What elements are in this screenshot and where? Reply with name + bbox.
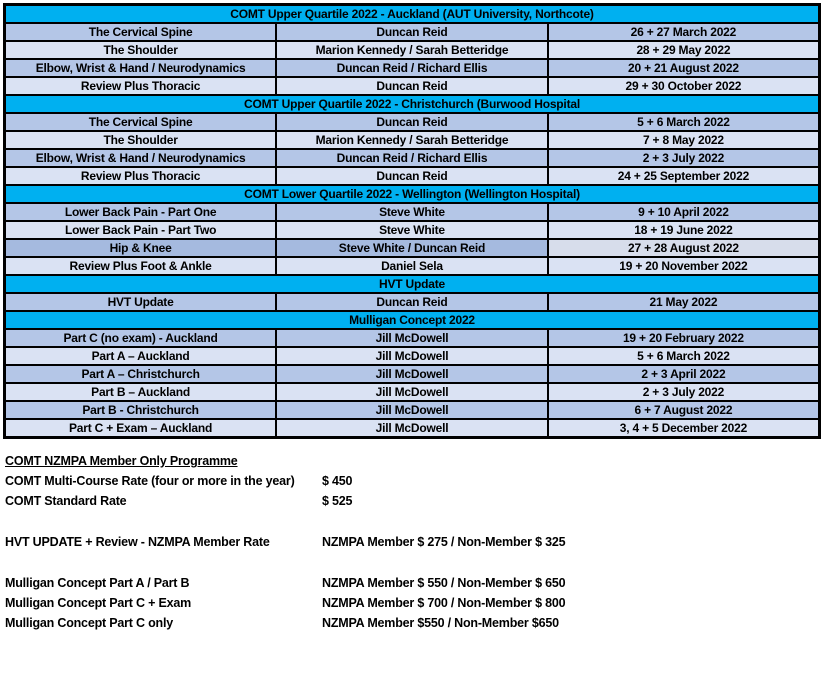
price-line <box>5 613 823 633</box>
cell-course: Lower Back Pain - Part Two <box>5 221 277 239</box>
cell-presenter: Duncan Reid <box>276 293 548 311</box>
price-line <box>5 593 823 613</box>
cell-course: Part A – Auckland <box>5 347 277 365</box>
cell-presenter: Steve White <box>276 203 548 221</box>
section-header-title: COMT Lower Quartile 2022 - Wellington (Wellington Hospital) <box>5 185 820 203</box>
price-value: $ 450 <box>322 474 353 488</box>
cell-course: Review Plus Foot & Ankle <box>5 257 277 275</box>
price-label: Mulligan Concept Part C + Exam <box>5 596 192 610</box>
price-label: Mulligan Concept Part C only <box>5 616 174 630</box>
course-schedule-table <box>3 3 821 439</box>
cell-date: 29 + 30 October 2022 <box>548 77 820 95</box>
cell-course: Review Plus Thoracic <box>5 77 277 95</box>
cell-presenter: Duncan Reid <box>276 113 548 131</box>
cell-presenter: Jill McDowell <box>276 347 548 365</box>
cell-date: 19 + 20 November 2022 <box>548 257 820 275</box>
price-label: Mulligan Concept Part A / Part B <box>5 576 190 590</box>
cell-date: 6 + 7 August 2022 <box>548 401 820 419</box>
course-row <box>5 383 820 401</box>
cell-course: Part C (no exam) - Auckland <box>5 329 277 347</box>
price-label: COMT Standard Rate <box>5 494 127 508</box>
cell-presenter: Steve White <box>276 221 548 239</box>
section-header-row <box>5 311 820 329</box>
pricing-heading: COMT NZMPA Member Only Programme <box>5 454 238 468</box>
cell-date: 27 + 28 August 2022 <box>548 239 820 257</box>
price-line <box>5 491 823 511</box>
course-row <box>5 257 820 275</box>
cell-course: The Shoulder <box>5 41 277 59</box>
course-row <box>5 329 820 347</box>
cell-presenter: Marion Kennedy / Sarah Betteridge <box>276 131 548 149</box>
pricing-lines <box>5 471 823 633</box>
cell-presenter: Daniel Sela <box>276 257 548 275</box>
section-header-row <box>5 275 820 293</box>
course-row <box>5 347 820 365</box>
cell-course: Elbow, Wrist & Hand / Neurodynamics <box>5 149 277 167</box>
cell-date: 2 + 3 April 2022 <box>548 365 820 383</box>
course-row <box>5 149 820 167</box>
cell-presenter: Jill McDowell <box>276 383 548 401</box>
cell-date: 18 + 19 June 2022 <box>548 221 820 239</box>
section-header-row <box>5 5 820 24</box>
price-label: HVT UPDATE + Review - NZMPA Member Rate <box>5 535 270 549</box>
cell-date: 5 + 6 March 2022 <box>548 347 820 365</box>
price-line <box>5 573 823 593</box>
course-row <box>5 23 820 41</box>
cell-presenter: Jill McDowell <box>276 329 548 347</box>
cell-course: Part B – Auckland <box>5 383 277 401</box>
cell-date: 20 + 21 August 2022 <box>548 59 820 77</box>
cell-presenter: Steve White / Duncan Reid <box>276 239 548 257</box>
cell-course: Elbow, Wrist & Hand / Neurodynamics <box>5 59 277 77</box>
course-row <box>5 419 820 438</box>
price-value: $ 525 <box>322 494 353 508</box>
cell-date: 2 + 3 July 2022 <box>548 383 820 401</box>
price-value: NZMPA Member $ 275 / Non-Member $ 325 <box>322 535 566 549</box>
cell-presenter: Duncan Reid <box>276 23 548 41</box>
price-label: COMT Multi-Course Rate (four or more in the year) <box>5 474 295 488</box>
cell-course: Review Plus Thoracic <box>5 167 277 185</box>
cell-date: 9 + 10 April 2022 <box>548 203 820 221</box>
price-value: NZMPA Member $550 / Non-Member $650 <box>322 616 559 630</box>
course-row <box>5 239 820 257</box>
cell-date: 19 + 20 February 2022 <box>548 329 820 347</box>
course-row <box>5 77 820 95</box>
cell-date: 5 + 6 March 2022 <box>548 113 820 131</box>
cell-course: Part C + Exam – Auckland <box>5 419 277 438</box>
cell-date: 3, 4 + 5 December 2022 <box>548 419 820 438</box>
course-row <box>5 167 820 185</box>
price-line <box>5 471 823 491</box>
cell-date: 28 + 29 May 2022 <box>548 41 820 59</box>
course-row <box>5 41 820 59</box>
section-header-title: HVT Update <box>5 275 820 293</box>
price-line <box>5 532 823 552</box>
cell-course: Part A – Christchurch <box>5 365 277 383</box>
section-header-row <box>5 185 820 203</box>
cell-presenter: Jill McDowell <box>276 365 548 383</box>
course-row <box>5 203 820 221</box>
course-schedule-body <box>5 5 820 438</box>
price-value: NZMPA Member $ 550 / Non-Member $ 650 <box>322 576 566 590</box>
cell-course: The Cervical Spine <box>5 113 277 131</box>
cell-course: The Cervical Spine <box>5 23 277 41</box>
cell-date: 2 + 3 July 2022 <box>548 149 820 167</box>
cell-date: 21 May 2022 <box>548 293 820 311</box>
cell-course: The Shoulder <box>5 131 277 149</box>
section-header-row <box>5 95 820 113</box>
pricing-section <box>5 451 823 633</box>
cell-course: HVT Update <box>5 293 277 311</box>
course-row <box>5 59 820 77</box>
cell-presenter: Jill McDowell <box>276 401 548 419</box>
cell-presenter: Duncan Reid / Richard Ellis <box>276 59 548 77</box>
course-row <box>5 131 820 149</box>
section-header-title: Mulligan Concept 2022 <box>5 311 820 329</box>
cell-presenter: Duncan Reid <box>276 167 548 185</box>
course-row <box>5 113 820 131</box>
section-header-title: COMT Upper Quartile 2022 - Auckland (AUT University, Northcote) <box>5 5 820 24</box>
cell-course: Hip & Knee <box>5 239 277 257</box>
course-row <box>5 365 820 383</box>
cell-course: Part B - Christchurch <box>5 401 277 419</box>
cell-presenter: Duncan Reid <box>276 77 548 95</box>
section-header-title: COMT Upper Quartile 2022 - Christchurch (Burwood Hospital <box>5 95 820 113</box>
cell-course: Lower Back Pain - Part One <box>5 203 277 221</box>
course-row <box>5 401 820 419</box>
cell-date: 26 + 27 March 2022 <box>548 23 820 41</box>
cell-presenter: Duncan Reid / Richard Ellis <box>276 149 548 167</box>
cell-date: 24 + 25 September 2022 <box>548 167 820 185</box>
cell-presenter: Marion Kennedy / Sarah Betteridge <box>276 41 548 59</box>
course-row <box>5 221 820 239</box>
cell-presenter: Jill McDowell <box>276 419 548 438</box>
price-value: NZMPA Member $ 700 / Non-Member $ 800 <box>322 596 566 610</box>
course-row <box>5 293 820 311</box>
cell-date: 7 + 8 May 2022 <box>548 131 820 149</box>
